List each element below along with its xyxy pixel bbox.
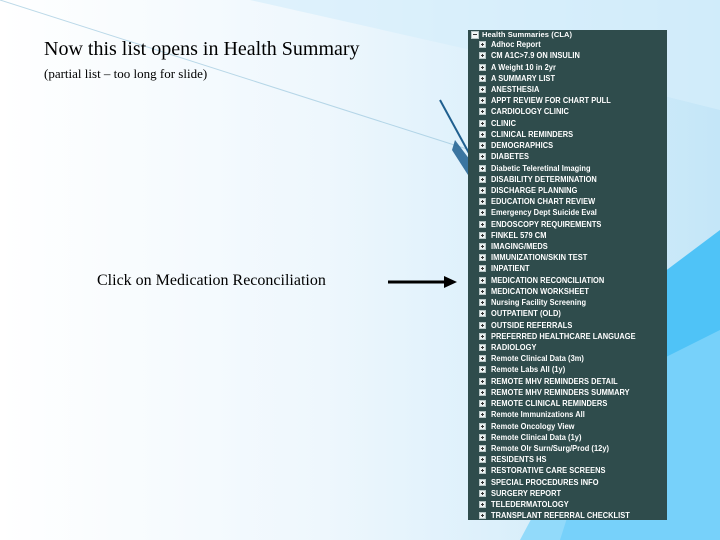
tree-item-label: Diabetic Teleretinal Imaging [491, 163, 591, 173]
tree-item-label: RADIOLOGY [491, 343, 537, 353]
expand-icon[interactable] [479, 221, 486, 228]
expand-icon[interactable] [479, 187, 486, 194]
expand-icon[interactable] [479, 479, 486, 486]
tree-item-label: DIABETES [491, 152, 529, 162]
tree-item-label: ENDOSCOPY REQUIREMENTS [491, 219, 602, 229]
expand-icon[interactable] [479, 333, 486, 340]
expand-icon[interactable] [479, 322, 486, 329]
tree-item[interactable] [479, 106, 667, 117]
tree-item[interactable] [479, 387, 667, 398]
expand-icon[interactable] [479, 434, 486, 441]
tree-root-label: Health Summaries (CLA) [482, 30, 573, 39]
expand-icon[interactable] [479, 490, 486, 497]
tree-item[interactable] [479, 477, 667, 488]
tree-item-label: MEDICATION WORKSHEET [491, 286, 589, 296]
expand-icon[interactable] [479, 209, 486, 216]
tree-item-label: FINKEL 579 CM [491, 230, 547, 240]
tree-item-label: Remote Clinical Data (3m) [491, 354, 584, 364]
tree-item-label: Emergency Dept Suicide Eval [491, 208, 597, 218]
expand-icon[interactable] [479, 265, 486, 272]
tree-item[interactable] [479, 286, 667, 297]
tree-item-label: DISABILITY DETERMINATION [491, 174, 597, 184]
tree-item[interactable] [479, 331, 667, 342]
expand-icon[interactable] [479, 501, 486, 508]
tree-item-label: RESTORATIVE CARE SCREENS [491, 466, 606, 476]
tree-item-label: APPT REVIEW FOR CHART PULL [491, 96, 611, 106]
expand-icon[interactable] [479, 131, 486, 138]
tree-item-label: CLINIC [491, 118, 517, 128]
tree-item-label: REMOTE MHV REMINDERS SUMMARY [491, 387, 630, 397]
expand-icon[interactable] [479, 120, 486, 127]
expand-icon[interactable] [479, 400, 486, 407]
tree-item-label: Adhoc Report [491, 40, 541, 50]
expand-icon[interactable] [479, 467, 486, 474]
tree-item[interactable] [479, 364, 667, 375]
tree-item-label: CLINICAL REMINDERS [491, 129, 574, 139]
tree-item-label: REMOTE CLINICAL REMINDERS [491, 399, 608, 409]
tree-item-label: Nursing Facility Screening [491, 298, 587, 308]
tree-item-label: REMOTE MHV REMINDERS DETAIL [491, 376, 618, 386]
expand-icon[interactable] [479, 389, 486, 396]
tree-item[interactable] [479, 398, 667, 409]
tree-item-label: DISCHARGE PLANNING [491, 185, 578, 195]
tree-item-label: CARDIOLOGY CLINIC [491, 107, 569, 117]
expand-icon[interactable] [479, 378, 486, 385]
expand-icon[interactable] [479, 153, 486, 160]
tree-item-label: MEDICATION RECONCILIATION [491, 275, 605, 285]
expand-icon[interactable] [479, 142, 486, 149]
expand-icon[interactable] [479, 299, 486, 306]
tree-item-label: A SUMMARY LIST [491, 73, 556, 83]
tree-item[interactable] [479, 151, 667, 162]
tree-item[interactable] [479, 174, 667, 185]
expand-icon[interactable] [479, 243, 486, 250]
tree-item[interactable] [479, 50, 667, 61]
tree-item[interactable] [479, 409, 667, 420]
expand-icon[interactable] [479, 198, 486, 205]
tree-item-label: Remote Clinical Data (1y) [491, 432, 582, 442]
tree-item-label: Remote Olr Surn/Surg/Prod (12y) [491, 443, 610, 453]
expand-icon[interactable] [479, 176, 486, 183]
tree-item-label: INPATIENT [491, 264, 530, 274]
tree-item[interactable] [479, 510, 667, 520]
tree-item[interactable] [479, 196, 667, 207]
slide-subtitle: (partial list – too long for slide) [44, 66, 208, 81]
expand-icon[interactable] [479, 75, 486, 82]
tree-item[interactable] [479, 275, 667, 286]
expand-icon[interactable] [479, 445, 486, 452]
tree-item[interactable] [479, 252, 667, 263]
tree-item-label: EDUCATION CHART REVIEW [491, 197, 596, 207]
tree-item-label: ANESTHESIA [491, 84, 540, 94]
tree-item[interactable] [479, 129, 667, 140]
collapse-icon[interactable] [471, 31, 479, 39]
tree-item[interactable] [479, 61, 667, 72]
callout-instruction: Click on Medication Reconciliation [97, 272, 326, 289]
expand-icon[interactable] [479, 288, 486, 295]
tree-item-label: Remote Labs All (1y) [491, 365, 566, 375]
tree-item-label: OUTSIDE REFERRALS [491, 320, 573, 330]
tree-item[interactable] [479, 454, 667, 465]
tree-item-label: IMMUNIZATION/SKIN TEST [491, 253, 588, 263]
tree-item[interactable] [479, 118, 667, 129]
tree-root-health-summaries[interactable] [471, 30, 572, 39]
tree-item[interactable] [479, 230, 667, 241]
expand-icon[interactable] [479, 165, 486, 172]
expand-icon[interactable] [479, 254, 486, 261]
tree-item[interactable] [479, 84, 667, 95]
right-arrow-icon [386, 274, 458, 290]
tree-item[interactable] [479, 297, 667, 308]
tree-item[interactable] [479, 263, 667, 274]
tree-item-label: TRANSPLANT REFERRAL CHECKLIST [491, 511, 630, 520]
tree-item-label: PREFERRED HEALTHCARE LANGUAGE [491, 331, 636, 341]
expand-icon[interactable] [479, 344, 486, 351]
tree-item[interactable] [479, 140, 667, 151]
tree-item-label: SURGERY REPORT [491, 488, 562, 498]
expand-icon[interactable] [479, 41, 486, 48]
tree-item[interactable] [479, 488, 667, 499]
tree-item[interactable] [479, 207, 667, 218]
tree-item-label: SPECIAL PROCEDURES INFO [491, 477, 599, 487]
expand-icon[interactable] [479, 64, 486, 71]
tree-item[interactable] [479, 376, 667, 387]
health-summary-tree-panel[interactable] [468, 30, 667, 520]
tree-item-label: OUTPATIENT (OLD) [491, 309, 561, 319]
tree-item[interactable] [479, 308, 667, 319]
tree-item[interactable] [479, 73, 667, 84]
expand-icon[interactable] [479, 423, 486, 430]
expand-icon[interactable] [479, 108, 486, 115]
expand-icon[interactable] [479, 277, 486, 284]
tree-item[interactable] [479, 39, 667, 50]
expand-icon[interactable] [479, 232, 486, 239]
expand-icon[interactable] [479, 52, 486, 59]
tree-item-label: DEMOGRAPHICS [491, 141, 554, 151]
tree-item-label: A Weight 10 in 2yr [491, 62, 556, 72]
expand-icon[interactable] [479, 355, 486, 362]
tree-item[interactable] [479, 95, 667, 106]
tree-item[interactable] [479, 465, 667, 476]
tree-item-label: Remote Immunizations All [491, 410, 585, 420]
expand-icon[interactable] [479, 411, 486, 418]
expand-icon[interactable] [479, 86, 486, 93]
expand-icon[interactable] [479, 310, 486, 317]
tree-item[interactable] [479, 162, 667, 173]
expand-icon[interactable] [479, 456, 486, 463]
tree-item-label: TELEDERMATOLOGY [491, 500, 569, 510]
tree-item-label: IMAGING/MEDS [491, 242, 548, 252]
tree-item[interactable] [479, 342, 667, 353]
tree-item-label: CM A1C>7.9 ON INSULIN [491, 51, 580, 61]
tree-item[interactable] [479, 443, 667, 454]
tree-item[interactable] [479, 185, 667, 196]
tree-item[interactable] [479, 420, 667, 431]
tree-item[interactable] [479, 319, 667, 330]
tree-item[interactable] [479, 353, 667, 364]
slide-title: Now this list opens in Health Summary [44, 38, 360, 60]
tree-item[interactable] [479, 499, 667, 510]
expand-icon[interactable] [479, 512, 486, 519]
tree-item[interactable] [479, 241, 667, 252]
tree-item[interactable] [479, 432, 667, 443]
expand-icon[interactable] [479, 366, 486, 373]
tree-item-label: RESIDENTS HS [491, 455, 547, 465]
tree-item-list [479, 39, 667, 520]
expand-icon[interactable] [479, 97, 486, 104]
tree-item[interactable] [479, 219, 667, 230]
tree-item-label: Remote Oncology View [491, 421, 575, 431]
